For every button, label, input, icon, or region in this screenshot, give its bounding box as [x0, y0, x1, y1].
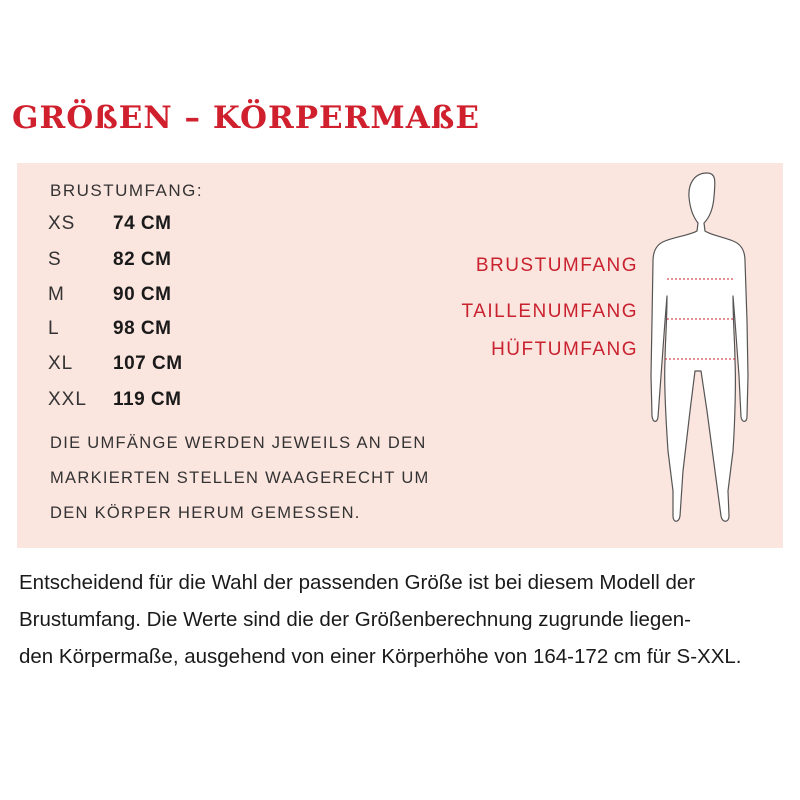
size-code: M — [48, 284, 65, 305]
description-line: den Körpermaße, ausgehend von einer Körperhöhe von 164-172 cm für S-XXL. — [19, 645, 742, 668]
size-code: XS — [48, 213, 76, 234]
size-row — [48, 353, 268, 381]
size-row — [48, 318, 268, 346]
size-value: 90 CM — [113, 284, 172, 305]
size-value: 119 CM — [113, 389, 182, 410]
size-value: 82 CM — [113, 249, 172, 270]
size-value: 107 CM — [113, 353, 183, 374]
size-code: XXL — [48, 389, 87, 410]
size-code: XL — [48, 353, 74, 374]
size-code: S — [48, 249, 62, 270]
description-line: Entscheidend für die Wahl der passenden Größe ist bei diesem Modell der — [19, 571, 696, 594]
size-row — [48, 213, 268, 241]
size-row — [48, 249, 268, 277]
size-row — [48, 389, 268, 417]
body-figure-icon — [635, 171, 765, 541]
size-row — [48, 284, 268, 312]
note-line: MARKIERTEN STELLEN WAAGERECHT UM — [50, 469, 430, 487]
description-line: Brustumfang. Die Werte sind die der Größenberechnung zugrunde liegen- — [19, 608, 691, 631]
size-chart-panel — [17, 163, 783, 548]
size-value: 74 CM — [113, 213, 172, 234]
label-hip: HÜFTUMFANG — [491, 339, 638, 360]
note-line: DIE UMFÄNGE WERDEN JEWEILS AN DEN — [50, 434, 427, 452]
label-waist: TAILLENUMFANG — [461, 301, 638, 322]
description-text — [19, 564, 789, 675]
size-code: L — [48, 318, 60, 339]
body-outline — [651, 173, 748, 521]
size-value: 98 CM — [113, 318, 172, 339]
chest-heading: BRUSTUMFANG: — [50, 181, 204, 200]
label-chest: BRUSTUMFANG — [475, 255, 638, 276]
note-line: DEN KÖRPER HERUM GEMESSEN. — [50, 504, 361, 522]
page-title: GRÖßEN – KÖRPERMAßE — [12, 100, 480, 136]
measurement-note — [50, 426, 470, 531]
